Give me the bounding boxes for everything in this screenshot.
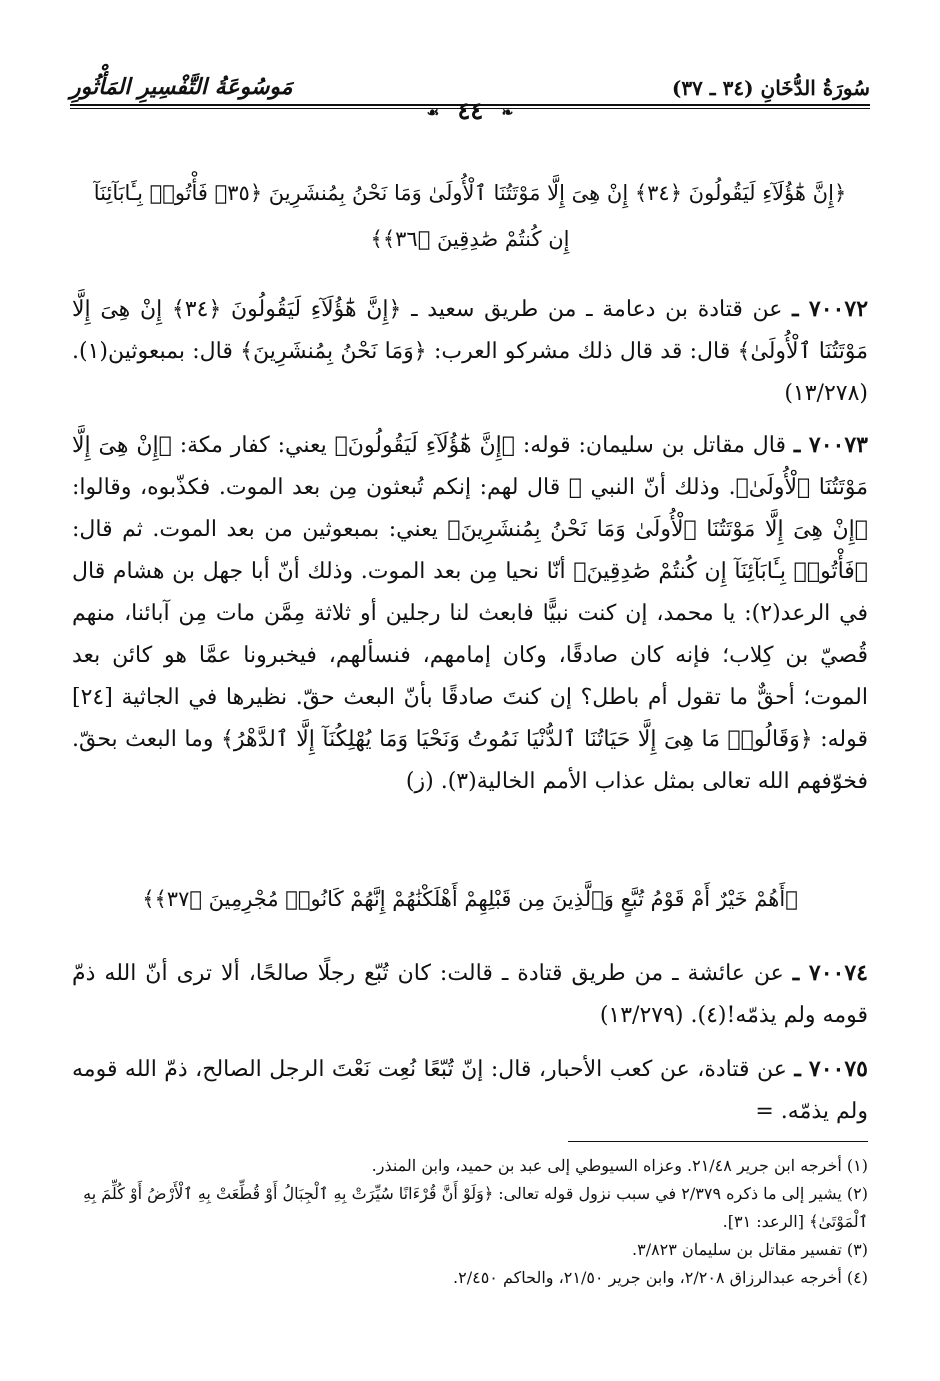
narration-70072 (72, 288, 868, 415)
narration-70075 (72, 1048, 868, 1133)
ornament-icon: ☙ (426, 104, 440, 121)
ornament-icon: ❧ (501, 104, 514, 121)
footnote: (٢) يشير إلى ما ذكره ٢/٣٧٩ في سبب نزول قوله تعالى: ﴿وَلَوْ أَنَّ قُرْءَانًا سُيِّرَتْ بِهِ ٱلْجِبَالُ أَوْ قُطِّعَتْ بِهِ ٱلْأَرْضُ أَوْ كُلِّمَ بِهِ ٱلْمَوْتَىٰ﴾ [الرعد: ٣١]. (83, 1184, 868, 1231)
footnote: (٤) أخرجه عبدالرزاق ٢/٢٠٨، وابن جرير ٢١/٥٠، والحاكم ٢/٤٥٠. (453, 1268, 868, 1287)
footnote: (٣) تفسير مقاتل بن سليمان ٣/٨٢٣. (632, 1240, 868, 1259)
quran-verse-block: ﴿إِنَّ هَٰٓؤُلَآءِ لَيَقُولُونَ ﴿٣٤﴾ إِنْ هِىَ إِلَّا مَوْتَتُنَا ٱلْأُولَىٰ وَمَا نَحْنُ بِمُنشَرِينَ ﴿٣٥﴾ فَأْتُوا۟ بِـَٔابَآئِنَآ إِن كُنتُمْ صَٰدِقِينَ ﴿٣٦﴾﴾ (93, 181, 847, 251)
narration-text: قال مقاتل بن سليمان: قوله: ﴿إِنَّ هَٰٓؤُلَآءِ لَيَقُولُونَ﴾ يعني: كفار مكة: ﴿إِنْ هِىَ إِلَّا مَوْتَتُنَا ٱلْأُولَىٰ﴾. وذلك أنّ النبي ﷺ قال لهم: إنكم تُبعثون مِن بعد الموت. فكذّبوه، وقالوا: ﴿إِنْ هِىَ إِلَّا مَوْتَتُنَا ٱلْأُولَىٰ وَمَا نَحْنُ بِمُنشَرِينَ﴾ يعني: بمبعوثين من بعد الموت. ثم قال: ﴿فَأْتُوا۟ بِـَٔابَآئِنَآ إِن كُنتُمْ صَٰدِقِينَ﴾ أنّا نحيا مِن بعد الموت. وذلك أنّ أبا جهل بن هشام قال في الرعد(٢): يا محمد، إن كنت نبيًّا فابعث لنا رجلين أو ثلاثة مِمَّن مات مِن آبائنا، منهم قُصيّ بن كِلاب؛ فإنه كان صادقًا، وكان إمامهم، فنسألهم، فيخبرونا عمَّا هو كائن بعد الموت؛ أحقٌّ ما تقول أم باطل؟ إن كنتَ صادقًا بأنّ البعث حقّ. نظيرها في الجاثية [٢٤] قوله: ﴿وَقَالُوا۟ مَا هِىَ إِلَّا حَيَاتُنَا ٱلدُّنْيَا نَمُوتُ وَنَحْيَا وَمَا يُهْلِكُنَآ إِلَّا ٱلدَّهْرُ﴾ وما البعث بحقّ. فخوّفهم الله تعالى بمثل عذاب الأمم الخالية(٣). (ز) (72, 433, 869, 794)
page-number-block (0, 96, 940, 125)
narration-text: عن عائشة ـ من طريق قتادة ـ قالت: كان تُبّع رجلًا صالحًا، ألا ترى أنّ الله ذمّ قومه ولم يذمّه!(٤). (١٣/٢٧٩) (72, 961, 868, 1028)
narration-number: ٧٠٠٧٥ ـ (794, 1056, 868, 1082)
book-title: مَوسُوعَةُ التَّفْسِيرِ المَأْثُورِ (70, 74, 293, 100)
narration-number: ٧٠٠٧٢ ـ (792, 296, 869, 322)
narration-70073 (72, 424, 868, 803)
narration-number: ٧٠٠٧٤ ـ (792, 960, 868, 986)
footnote: (١) أخرجه ابن جرير ٢١/٤٨. وعزاه السيوطي إلى عبد بن حميد، وابن المنذر. (371, 1156, 868, 1175)
page-number: ٤٤ (457, 96, 484, 125)
footnotes (72, 1152, 868, 1292)
surah-title: سُورَةُ الدُّخَانِ (٣٤ ـ ٣٧) (671, 76, 870, 100)
quran-verse-block: ﴿أَهُمْ خَيْرٌ أَمْ قَوْمُ تُبَّعٍ وَٱلَّذِينَ مِن قَبْلِهِمْ أَهْلَكْنَٰهُمْ إِنَّهُمْ كَانُوا۟ مُجْرِمِينَ ﴿٣٧﴾﴾ (142, 887, 798, 911)
narration-text: عن قتادة، عن كعب الأحبار، قال: إنّ تُبّعًا نُعِت نَعْتَ الرجل الصالح، ذمّ الله قومه ولم يذمّه. = (72, 1057, 868, 1124)
narration-text: عن قتادة بن دعامة ـ من طريق سعيد ـ ﴿إِنَّ هَٰٓؤُلَآءِ لَيَقُولُونَ ﴿٣٤﴾ إِنْ هِىَ إِلَّا مَوْتَتُنَا ٱلْأُولَىٰ﴾ قال: قد قال ذلك مشركو العرب: ﴿وَمَا نَحْنُ بِمُنشَرِينَ﴾ قال: بمبعوثين(١). (١٣/٢٧٨) (72, 297, 868, 406)
footnote-rule (568, 1141, 868, 1142)
narration-number: ٧٠٠٧٣ ـ (793, 432, 868, 458)
narration-70074 (72, 952, 868, 1037)
